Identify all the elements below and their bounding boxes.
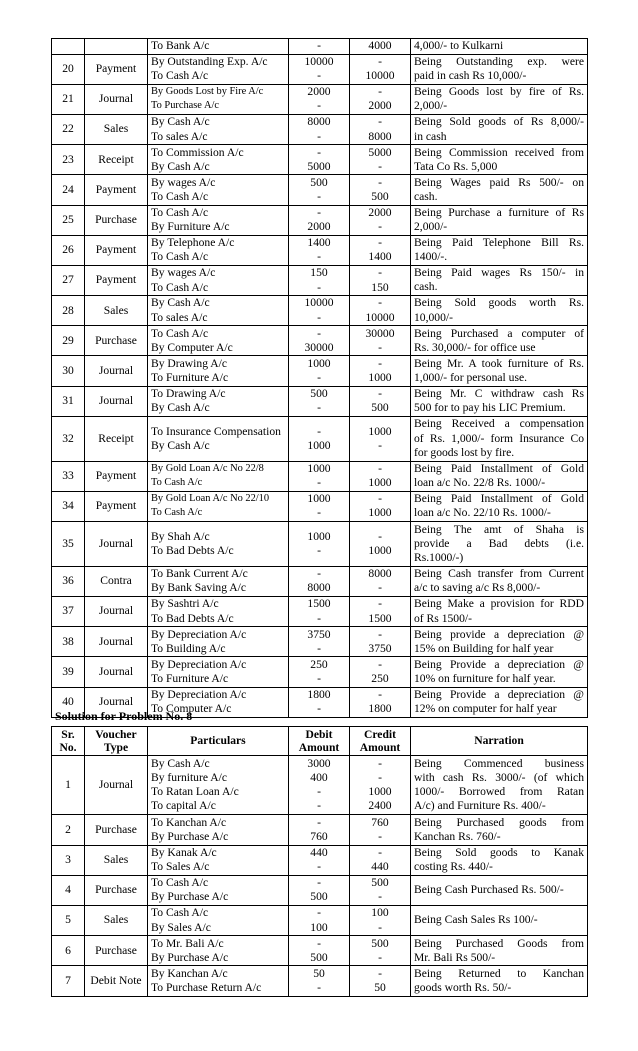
table-row [52,657,588,687]
narration-cell: Being Make a provision for RDD of Rs 1500/- [411,597,588,627]
voucher-type-cell: Journal [85,386,148,416]
voucher-type-cell: Sales [85,296,148,326]
credit-amount-cell: - 3750 [350,627,411,657]
voucher-type-cell: Payment [85,461,148,491]
solution-table-body [52,756,588,997]
sr-no-cell: 23 [52,145,85,175]
voucher-type-cell: Purchase [85,875,148,905]
table-row [52,54,588,84]
particulars-cell: By Depreciation A/c To Furniture A/c [148,657,289,687]
sr-no-cell: 30 [52,356,85,386]
particulars-cell: By wages A/c To Cash A/c [148,265,289,295]
sr-no-cell: 36 [52,566,85,596]
credit-amount-cell: 1000 - [350,416,411,461]
credit-amount-cell: 760 - [350,815,411,845]
debit-amount-cell: - 30000 [289,326,350,356]
voucher-type-cell: Purchase [85,936,148,966]
voucher-type-cell: Journal [85,597,148,627]
sr-no-cell: 24 [52,175,85,205]
debit-amount-cell: 10000 - [289,54,350,84]
solution-table-header [52,727,588,756]
header-particulars: Particulars [148,727,289,756]
table-row [52,145,588,175]
voucher-type-cell: Purchase [85,326,148,356]
table-row [52,84,588,114]
particulars-cell: By Shah A/c To Bad Debts A/c [148,522,289,567]
particulars-cell: To Cash A/c By Computer A/c [148,326,289,356]
credit-amount-cell: 500 - [350,936,411,966]
debit-amount-cell: 3750 - [289,627,350,657]
voucher-type-cell: Journal [85,522,148,567]
particulars-cell: By Sashtri A/c To Bad Debts A/c [148,597,289,627]
narration-cell: Being Sold goods worth Rs. 10,000/- [411,296,588,326]
debit-amount-cell: 1000 - [289,356,350,386]
table-row [52,356,588,386]
debit-amount-cell: - 1000 [289,416,350,461]
voucher-type-cell: Payment [85,235,148,265]
voucher-type-cell: Contra [85,566,148,596]
table-row [52,875,588,905]
particulars-cell: By Telephone A/c To Cash A/c [148,235,289,265]
sr-no-cell: 35 [52,522,85,567]
debit-amount-cell: 1800 - [289,687,350,717]
credit-amount-cell: - 2000 [350,84,411,114]
debit-amount-cell: 1500 - [289,597,350,627]
credit-amount-cell: 8000 - [350,566,411,596]
particulars-cell: To Mr. Bali A/c By Purchase A/c [148,936,289,966]
narration-cell: Being Commission received from Tata Co Rs. 5,000 [411,145,588,175]
credit-amount-cell: - 1000 [350,461,411,491]
table-row [52,175,588,205]
voucher-type-cell: Debit Note [85,966,148,996]
particulars-cell: By Outstanding Exp. A/c To Cash A/c [148,54,289,84]
credit-amount-cell: - 440 [350,845,411,875]
debit-amount-cell: 2000 - [289,84,350,114]
header-sr-no: Sr. No. [52,727,85,756]
voucher-type-cell: Sales [85,905,148,935]
solution-table [51,726,588,997]
credit-amount-cell: - 10000 [350,296,411,326]
credit-amount-cell: 2000 - [350,205,411,235]
table-row [52,627,588,657]
particulars-cell: By Kanak A/c To Sales A/c [148,845,289,875]
particulars-cell: To Cash A/c By Sales A/c [148,905,289,935]
credit-amount-cell: - 1000 [350,356,411,386]
sr-no-cell: 4 [52,875,85,905]
credit-amount-cell: - 250 [350,657,411,687]
debit-amount-cell: - 5000 [289,145,350,175]
sr-no-cell: 33 [52,461,85,491]
voucher-type-cell: Payment [85,265,148,295]
credit-amount-cell: - 150 [350,265,411,295]
narration-cell: Being Mr. C withdraw cash Rs 500 for to pay his LIC Premium. [411,386,588,416]
sr-no-cell: 39 [52,657,85,687]
particulars-cell: By Kanchan A/c To Purchase Return A/c [148,966,289,996]
voucher-type-cell: Sales [85,114,148,144]
table-row [52,114,588,144]
sr-no-cell: 27 [52,265,85,295]
particulars-cell: By Depreciation A/c To Building A/c [148,627,289,657]
debit-amount-cell: 8000 - [289,114,350,144]
voucher-type-cell: Payment [85,54,148,84]
table-row [52,416,588,461]
sr-no-cell: 1 [52,756,85,815]
sr-no-cell: 29 [52,326,85,356]
credit-amount-cell: - 1000 [350,491,411,521]
particulars-cell: By Drawing A/c To Furniture A/c [148,356,289,386]
table-row [52,265,588,295]
narration-cell: Being Paid Telephone Bill Rs. 1400/-. [411,235,588,265]
voucher-type-cell: Sales [85,845,148,875]
credit-amount-cell: 30000 - [350,326,411,356]
narration-cell: Being Purchased goods from Kanchan Rs. 760/- [411,815,588,845]
narration-cell: Being Provide a depreciation @ 10% on furniture for half year. [411,657,588,687]
table-row [52,905,588,935]
particulars-cell: To Bank A/c [148,39,289,55]
particulars-cell: By Cash A/c To sales A/c [148,114,289,144]
credit-amount-cell: - 500 [350,386,411,416]
sr-no-cell: 22 [52,114,85,144]
sr-no-cell: 26 [52,235,85,265]
credit-amount-cell: - 50 [350,966,411,996]
sr-no-cell: 3 [52,845,85,875]
debit-amount-cell: - 500 [289,875,350,905]
voucher-type-cell: Journal [85,657,148,687]
voucher-type-cell: Purchase [85,205,148,235]
header-voucher-type: Voucher Type [85,727,148,756]
header-row [52,727,588,756]
sr-no-cell: 37 [52,597,85,627]
debit-amount-cell: 1000 - [289,491,350,521]
header-credit-amount: Credit Amount [350,727,411,756]
credit-amount-cell: - 10000 [350,54,411,84]
table-row [52,522,588,567]
credit-amount-cell: - - 1000 2400 [350,756,411,815]
debit-amount-cell: 1000 - [289,461,350,491]
credit-amount-cell: 4000 [350,39,411,55]
credit-amount-cell: 100 - [350,905,411,935]
sr-no-cell: 32 [52,416,85,461]
credit-amount-cell: - 1000 [350,522,411,567]
narration-cell: Being Paid Installment of Gold loan a/c No. 22/8 Rs. 1000/- [411,461,588,491]
table-row [52,326,588,356]
debit-amount-cell: 150 - [289,265,350,295]
narration-cell: Being Returned to Kanchan goods worth Rs. 50/- [411,966,588,996]
particulars-cell: To Insurance Compensation By Cash A/c [148,416,289,461]
table-row [52,461,588,491]
debit-amount-cell: 500 - [289,386,350,416]
sr-no-cell: 5 [52,905,85,935]
narration-cell: Being Outstanding exp. were paid in cash Rs 10,000/- [411,54,588,84]
particulars-cell: By Cash A/c By furniture A/c To Ratan Loan A/c To capital A/c [148,756,289,815]
sr-no-cell: 25 [52,205,85,235]
narration-cell: Being Paid wages Rs 150/- in cash. [411,265,588,295]
narration-cell: Being Paid Installment of Gold loan a/c No. 22/10 Rs. 1000/- [411,491,588,521]
debit-amount-cell: 250 - [289,657,350,687]
voucher-type-cell: Payment [85,175,148,205]
particulars-cell: To Cash A/c By Furniture A/c [148,205,289,235]
credit-amount-cell: 5000 - [350,145,411,175]
narration-cell: Being Purchased Goods from Mr. Bali Rs 500/- [411,936,588,966]
voucher-type-cell: Journal [85,356,148,386]
sr-no-cell: 20 [52,54,85,84]
narration-cell: Being Wages paid Rs 500/- on cash. [411,175,588,205]
voucher-type-cell: Payment [85,491,148,521]
table-row [52,39,588,55]
sr-no-cell: 2 [52,815,85,845]
header-narration: Narration [411,727,588,756]
narration-cell: Being Sold goods to Kanak costing Rs. 440/- [411,845,588,875]
particulars-cell: By Depreciation A/c To Computer A/c [148,687,289,717]
journal-table-continued [51,38,588,718]
sr-no-cell: 28 [52,296,85,326]
particulars-cell: To Kanchan A/c By Purchase A/c [148,815,289,845]
narration-cell: Being Purchased a computer of Rs. 30,000/- for office use [411,326,588,356]
narration-cell: Being Purchase a furniture of Rs 2,000/- [411,205,588,235]
table-row [52,815,588,845]
sr-no-cell [52,39,85,55]
debit-amount-cell: - 8000 [289,566,350,596]
narration-cell: Being The amt of Shaha is provide a Bad debts (i.e. Rs.1000/-) [411,522,588,567]
credit-amount-cell: - 1800 [350,687,411,717]
debit-amount-cell: - 2000 [289,205,350,235]
debit-amount-cell: 10000 - [289,296,350,326]
sr-no-cell: 7 [52,966,85,996]
table-row [52,205,588,235]
sr-no-cell: 6 [52,936,85,966]
particulars-cell: To Cash A/c By Purchase A/c [148,875,289,905]
sr-no-cell: 31 [52,386,85,416]
particulars-cell: To Drawing A/c By Cash A/c [148,386,289,416]
debit-amount-cell: 3000 400 - - [289,756,350,815]
narration-cell: Being Mr. A took furniture of Rs. 1,000/- for personal use. [411,356,588,386]
table-row [52,966,588,996]
table-row [52,756,588,815]
header-debit-amount: Debit Amount [289,727,350,756]
debit-amount-cell: 440 - [289,845,350,875]
particulars-cell: By wages A/c To Cash A/c [148,175,289,205]
narration-cell: Being provide a depreciation @ 15% on Building for half year [411,627,588,657]
narration-cell: Being Cash Purchased Rs. 500/- [411,875,588,905]
debit-amount-cell: - 100 [289,905,350,935]
narration-cell: Being Cash Sales Rs 100/- [411,905,588,935]
narration-cell: Being Provide a depreciation @ 12% on computer for half year [411,687,588,717]
particulars-cell: By Gold Loan A/c No 22/10 To Cash A/c [148,491,289,521]
voucher-type-cell: Journal [85,627,148,657]
credit-amount-cell: - 1500 [350,597,411,627]
debit-amount-cell: 1400 - [289,235,350,265]
narration-cell: Being Goods lost by fire of Rs. 2,000/- [411,84,588,114]
sr-no-cell: 40 [52,687,85,717]
debit-amount-cell: 50 - [289,966,350,996]
particulars-cell: By Gold Loan A/c No 22/8 To Cash A/c [148,461,289,491]
voucher-type-cell: Journal [85,687,148,717]
voucher-type-cell: Receipt [85,416,148,461]
narration-cell: Being Received a compensation of Rs. 1,000/- form Insurance Co for goods lost by fire. [411,416,588,461]
credit-amount-cell: 500 - [350,875,411,905]
table-row [52,936,588,966]
particulars-cell: By Cash A/c To sales A/c [148,296,289,326]
narration-cell: Being Commenced business with cash Rs. 3000/- (of which 1000/- Borrowed from Ratan A/c) and Furniture Rs. 400/- [411,756,588,815]
credit-amount-cell: - 8000 [350,114,411,144]
credit-amount-cell: - 500 [350,175,411,205]
particulars-cell: By Goods Lost by Fire A/c To Purchase A/c [148,84,289,114]
voucher-type-cell [85,39,148,55]
voucher-type-cell: Journal [85,756,148,815]
debit-amount-cell: - [289,39,350,55]
table-row [52,386,588,416]
debit-amount-cell: - 500 [289,936,350,966]
sr-no-cell: 34 [52,491,85,521]
table-row [52,845,588,875]
sr-no-cell: 21 [52,84,85,114]
debit-amount-cell: 1000 - [289,522,350,567]
table-row [52,296,588,326]
table-row [52,597,588,627]
particulars-cell: To Bank Current A/c By Bank Saving A/c [148,566,289,596]
narration-cell: Being Cash transfer from Current a/c to saving a/c Rs 8,000/- [411,566,588,596]
particulars-cell: To Commission A/c By Cash A/c [148,145,289,175]
table-row [52,491,588,521]
debit-amount-cell: - 760 [289,815,350,845]
solution-heading: Solution for Problem No. 8 [55,709,193,723]
debit-amount-cell: 500 - [289,175,350,205]
narration-cell: 4,000/- to Kulkarni [411,39,588,55]
table-row [52,566,588,596]
voucher-type-cell: Purchase [85,815,148,845]
table-row [52,235,588,265]
sr-no-cell: 38 [52,627,85,657]
narration-cell: Being Sold goods of Rs 8,000/- in cash [411,114,588,144]
voucher-type-cell: Receipt [85,145,148,175]
journal-table-body [52,39,588,718]
voucher-type-cell: Journal [85,84,148,114]
credit-amount-cell: - 1400 [350,235,411,265]
